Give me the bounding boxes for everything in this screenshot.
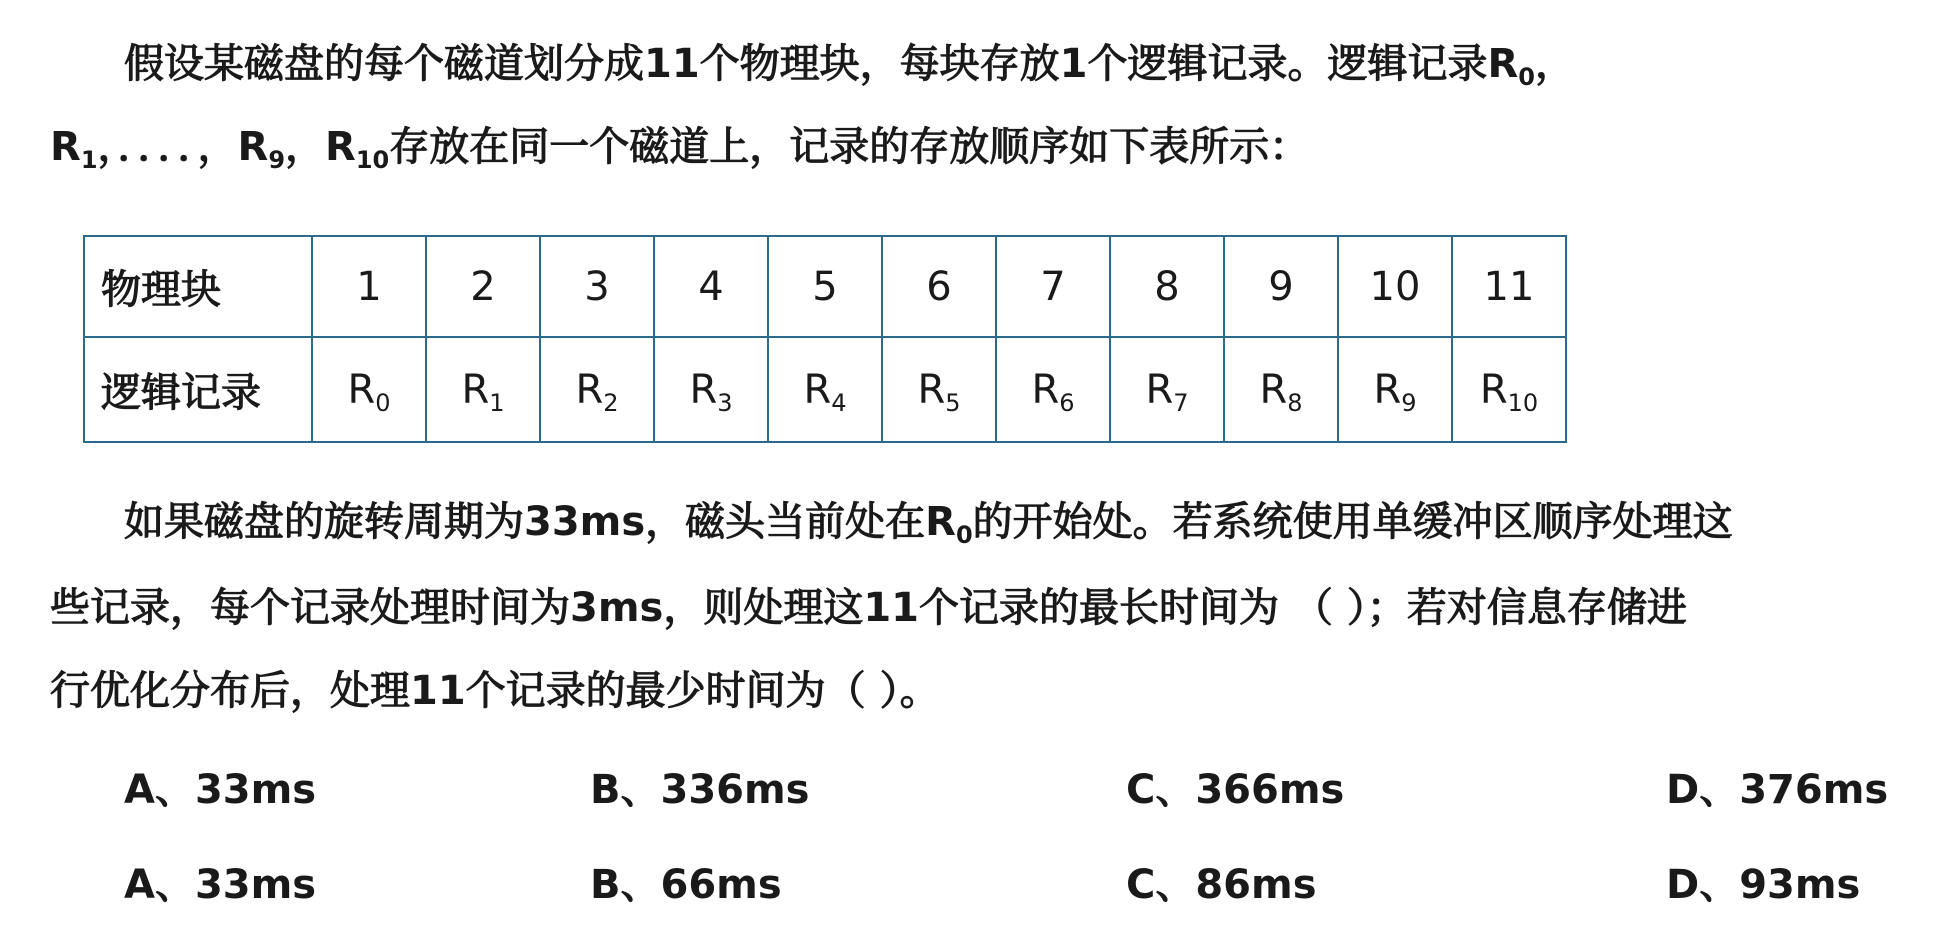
intro-line-1 [50, 40, 1575, 91]
option-set2-a[interactable]: A、33ms [124, 862, 317, 908]
question-line-1-end: 的开始处。若系统使用单缓冲区顺序处理这 [972, 499, 1733, 545]
table-cell [1224, 337, 1338, 442]
table-cell: 3 [540, 236, 654, 337]
table-cell: 9 [1224, 236, 1338, 337]
subscript: 5 [945, 388, 961, 417]
table-cell [1110, 337, 1224, 442]
intro-line-2-ellipsis: ，．．．．，R [97, 124, 269, 170]
subscript: 9 [268, 146, 286, 174]
record-symbol: ，R [285, 124, 356, 170]
intro-line-1-end: ， [1535, 41, 1575, 87]
table-row-logical-record [84, 337, 1566, 442]
subscript: 3 [717, 388, 733, 417]
table-cell: 7 [996, 236, 1110, 337]
subscript: 0 [1518, 63, 1535, 91]
record-letter: R [1145, 366, 1174, 413]
question-line-1-text: 如果磁盘的旋转周期为33ms，磁头当前处在R [124, 499, 956, 545]
record-letter: R [575, 366, 604, 413]
option-set1-b[interactable]: B、336ms [590, 767, 810, 813]
table-cell [996, 337, 1110, 442]
option-set2-d[interactable]: D、93ms [1666, 862, 1861, 908]
question-line-2: 些记录，每个记录处理时间为3ms，则处理这11个记录的最长时间为 （ ）；若对信息存储进 [50, 585, 1687, 631]
option-set1-a[interactable]: A、33ms [124, 767, 317, 813]
table-cell: 6 [882, 236, 996, 337]
subscript: 8 [1287, 388, 1303, 417]
subscript: 1 [80, 146, 98, 174]
table-cell: 5 [768, 236, 882, 337]
table-cell [540, 337, 654, 442]
table-cell: 1 [312, 236, 426, 337]
subscript: 6 [1059, 388, 1075, 417]
record-letter: R [347, 366, 376, 413]
subscript: 0 [955, 521, 973, 549]
subscript: 7 [1173, 388, 1189, 417]
subscript: 4 [831, 388, 847, 417]
subscript: 10 [1507, 388, 1539, 417]
record-letter: R [803, 366, 832, 413]
table-cell [1452, 337, 1566, 442]
record-letter: R [461, 366, 490, 413]
record-letter: R [689, 366, 718, 413]
option-set2-c[interactable]: C、86ms [1126, 862, 1317, 908]
subscript: 9 [1401, 388, 1417, 417]
option-set2-b[interactable]: B、66ms [590, 862, 782, 908]
table-cell: 2 [426, 236, 540, 337]
table-cell: 11 [1452, 236, 1566, 337]
row-header-physical-block: 物理块 [84, 236, 312, 337]
record-letter: R [1031, 366, 1060, 413]
table-cell [426, 337, 540, 442]
record-letter: R [1259, 366, 1288, 413]
table-cell: 4 [654, 236, 768, 337]
subscript: 10 [355, 146, 390, 174]
intro-line-2 [50, 123, 1310, 174]
option-set1-d[interactable]: D、376ms [1666, 767, 1889, 813]
table-cell [882, 337, 996, 442]
table-cell [1338, 337, 1452, 442]
table-cell [768, 337, 882, 442]
record-letter: R [1479, 366, 1508, 413]
table-cell: 8 [1110, 236, 1224, 337]
record-letter: R [1373, 366, 1402, 413]
block-record-table [83, 235, 1567, 443]
row-header-logical-record: 逻辑记录 [84, 337, 312, 442]
record-letter: R [917, 366, 946, 413]
intro-line-1-text: 假设某磁盘的每个磁道划分成11个物理块，每块存放1个逻辑记录。逻辑记录R [124, 41, 1519, 87]
subscript: 1 [489, 388, 505, 417]
question-line-1 [50, 498, 1733, 549]
table-row-physical-block [84, 236, 1566, 337]
intro-line-2-text: 存放在同一个磁道上，记录的存放顺序如下表所示： [389, 124, 1310, 170]
option-set1-c[interactable]: C、366ms [1126, 767, 1345, 813]
question-line-3: 行优化分布后，处理11个记录的最少时间为（ ）。 [50, 668, 940, 714]
subscript: 2 [603, 388, 619, 417]
subscript: 0 [375, 388, 391, 417]
table-cell [654, 337, 768, 442]
table-cell: 10 [1338, 236, 1452, 337]
table-cell [312, 337, 426, 442]
record-symbol: R [50, 124, 81, 170]
